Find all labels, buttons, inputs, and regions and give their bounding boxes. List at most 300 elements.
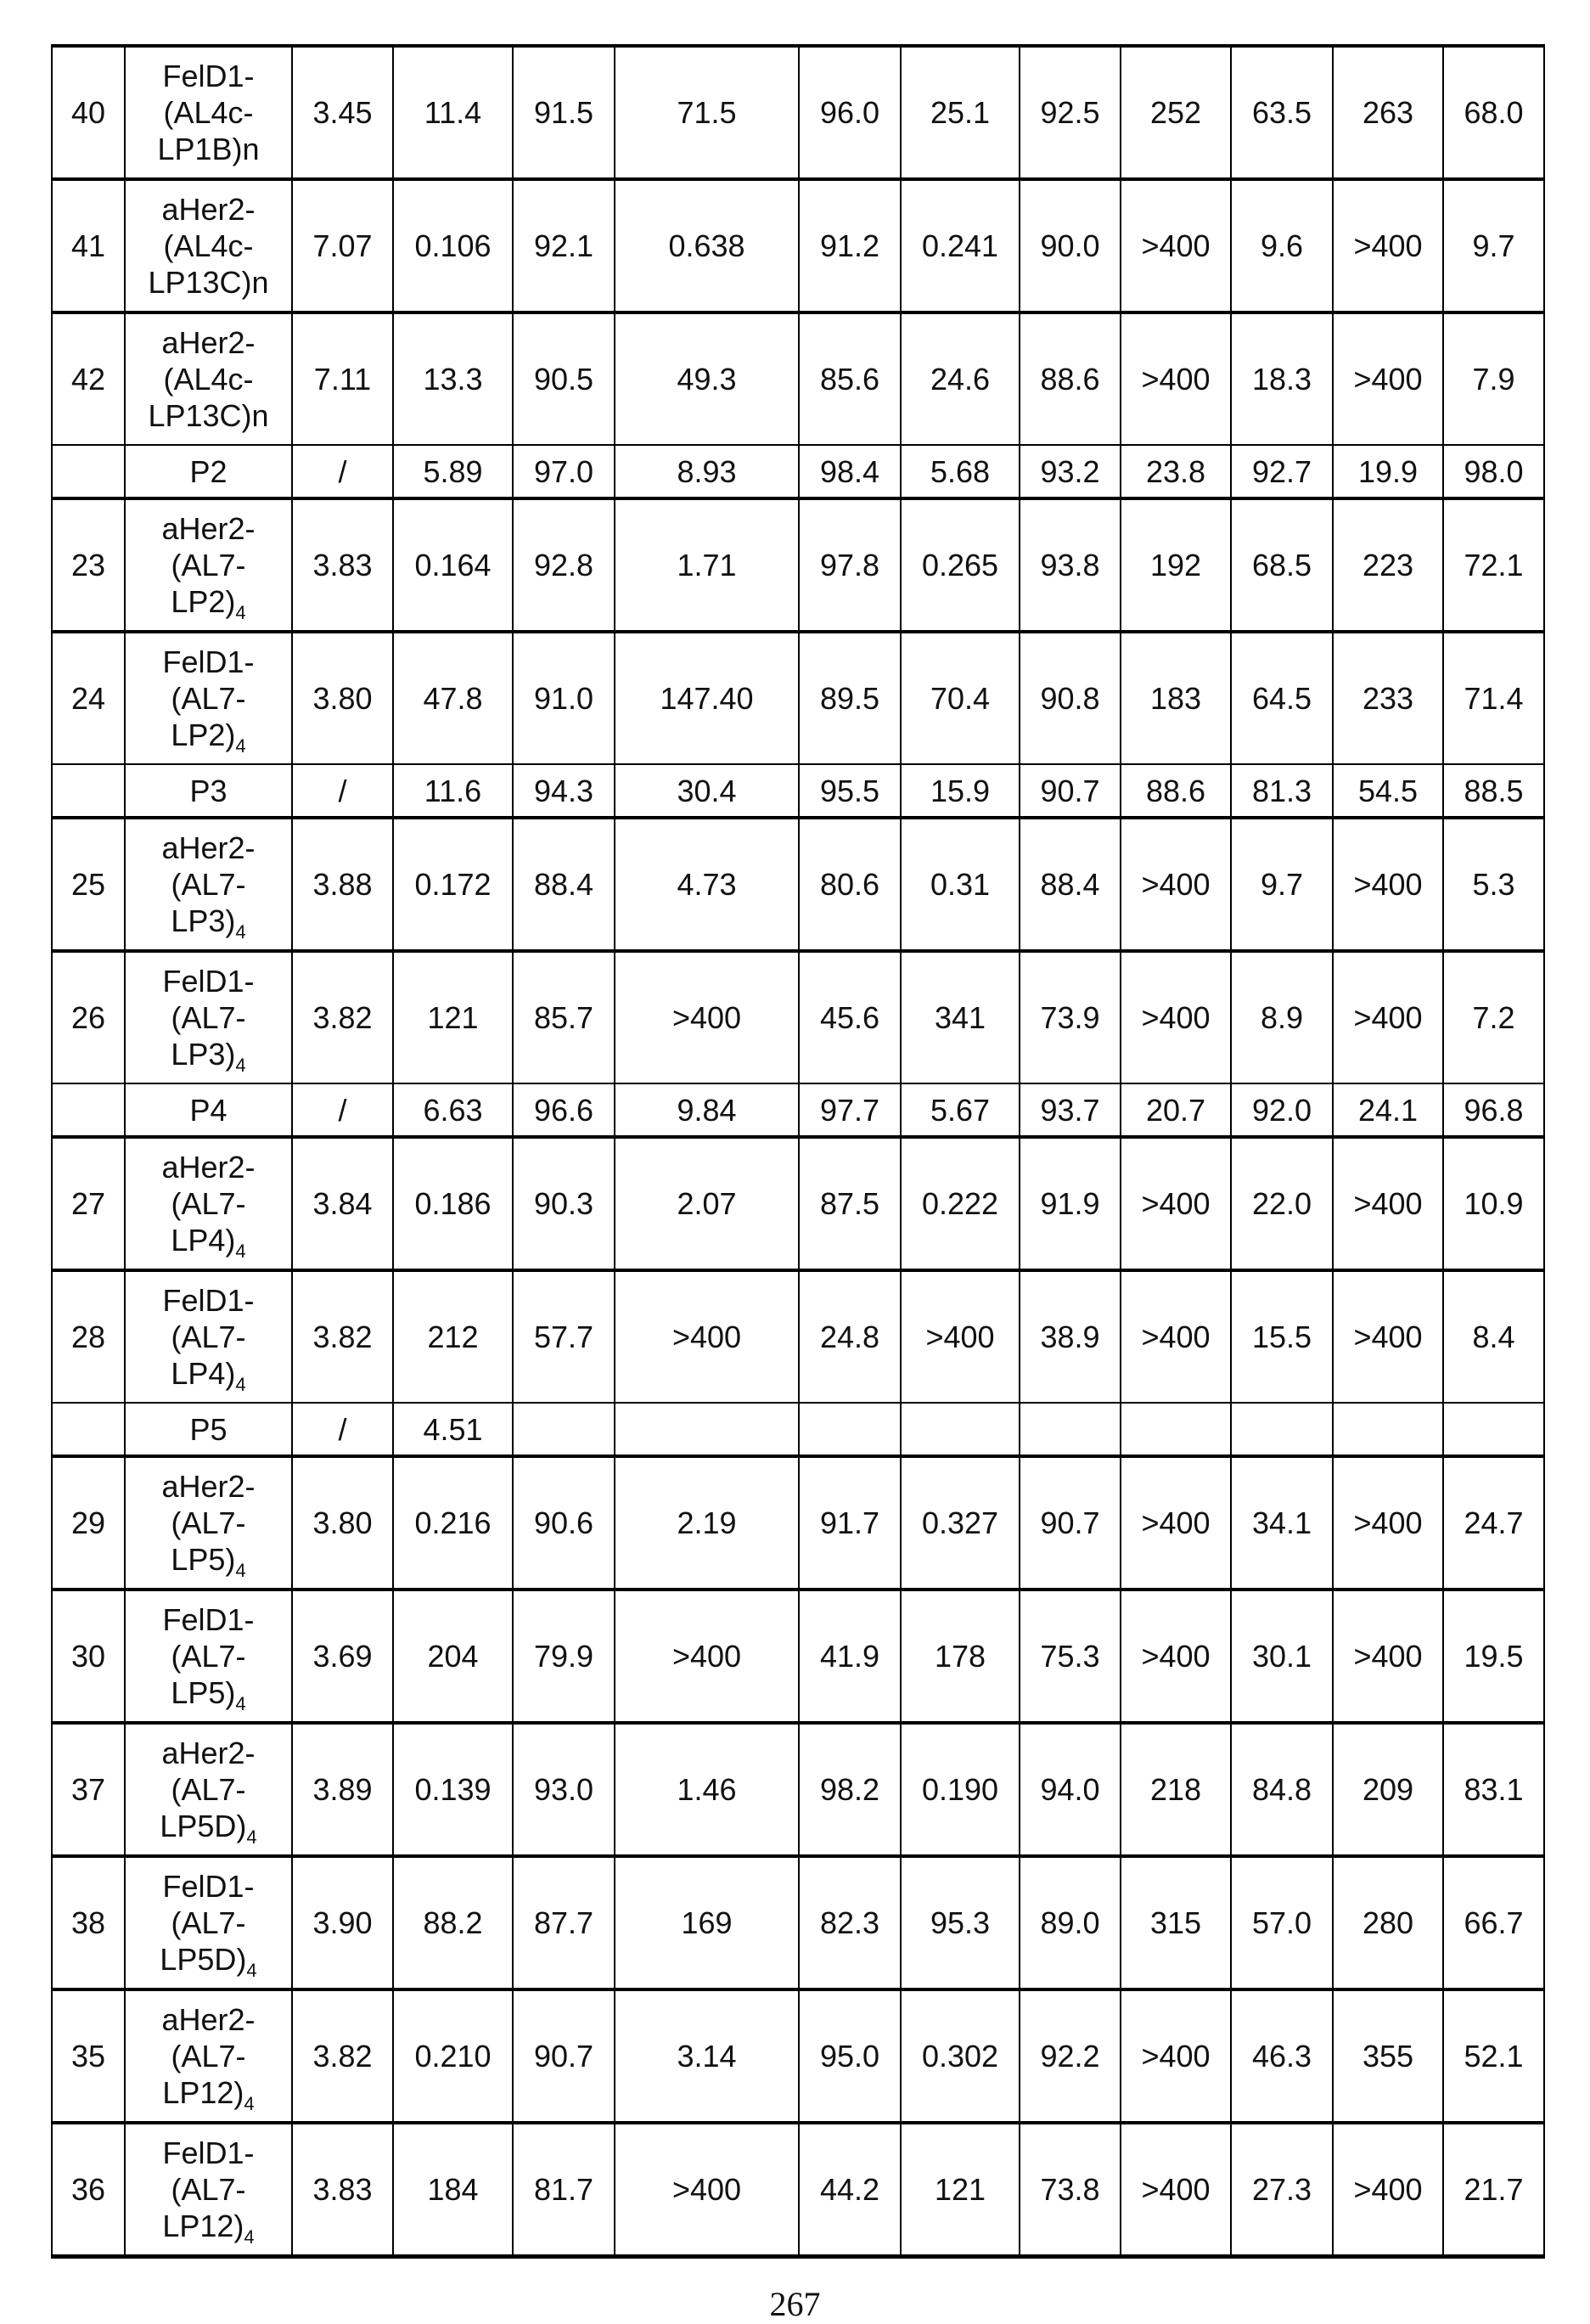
- value-cell: >400: [1121, 1989, 1231, 2123]
- value-cell: 87.5: [799, 1137, 901, 1270]
- table-row: [52, 1989, 1544, 2123]
- value-cell: 91.0: [513, 632, 615, 764]
- compound-name-line: [126, 903, 291, 939]
- value-cell: 96.6: [513, 1083, 615, 1137]
- value-cell: 94.0: [1020, 1723, 1121, 1856]
- value-cell: 3.88: [292, 818, 393, 951]
- value-cell: 7.2: [1443, 951, 1544, 1083]
- data-table: [51, 44, 1545, 2259]
- value-cell: 121: [901, 2123, 1020, 2257]
- value-cell: 4.51: [393, 1403, 513, 1456]
- value-cell: 11.4: [393, 46, 513, 179]
- compound-name-text: aHer2-: [161, 325, 255, 360]
- value-cell: 315: [1121, 1856, 1231, 1989]
- value-cell: >400: [1333, 2123, 1443, 2257]
- value-cell: 9.7: [1443, 179, 1544, 312]
- value-cell: 13.3: [393, 312, 513, 445]
- value-cell: 3.80: [292, 1456, 393, 1590]
- compound-name-line: [126, 547, 291, 583]
- value-cell: [1443, 1403, 1544, 1456]
- compound-name-text: (AL7-: [171, 681, 245, 716]
- value-cell: 95.0: [799, 1989, 901, 2123]
- value-cell: 90.7: [1020, 764, 1121, 818]
- value-cell: 91.5: [513, 46, 615, 179]
- value-cell: 91.9: [1020, 1137, 1121, 1270]
- value-cell: 9.84: [615, 1083, 799, 1137]
- value-cell: 0.210: [393, 1989, 513, 2123]
- value-cell: 88.4: [513, 818, 615, 951]
- value-cell: 0.241: [901, 179, 1020, 312]
- table-row: [52, 1270, 1544, 1403]
- value-cell: 24.1: [1333, 1083, 1443, 1137]
- value-cell: >400: [901, 1270, 1020, 1403]
- value-cell: 5.67: [901, 1083, 1020, 1137]
- table-row: [52, 764, 1544, 818]
- value-cell: 263: [1333, 46, 1443, 179]
- subscript: 4: [235, 1693, 245, 1714]
- value-cell: 27.3: [1231, 2123, 1333, 2257]
- table-row: [52, 818, 1544, 951]
- compound-name-text: (AL7-: [171, 1772, 245, 1807]
- value-cell: 2.19: [615, 1456, 799, 1590]
- value-cell: 1.46: [615, 1723, 799, 1856]
- compound-name-line: [126, 999, 291, 1036]
- compound-name-cell: [125, 1403, 292, 1456]
- value-cell: 3.82: [292, 1270, 393, 1403]
- compound-name-text: aHer2-: [161, 1736, 255, 1770]
- value-cell: 57.7: [513, 1270, 615, 1403]
- value-cell: 94.3: [513, 764, 615, 818]
- value-cell: 22.0: [1231, 1137, 1333, 1270]
- value-cell: 92.8: [513, 498, 615, 632]
- value-cell: 85.7: [513, 951, 615, 1083]
- value-cell: 68.5: [1231, 498, 1333, 632]
- value-cell: 71.4: [1443, 632, 1544, 764]
- value-cell: 93.7: [1020, 1083, 1121, 1137]
- value-cell: [799, 1403, 901, 1456]
- compound-name-line: [126, 1319, 291, 1355]
- value-cell: 9.7: [1231, 818, 1333, 951]
- compound-name-line: [126, 583, 291, 620]
- compound-name-cell: [125, 818, 292, 951]
- value-cell: 57.0: [1231, 1856, 1333, 1989]
- value-cell: 66.7: [1443, 1856, 1544, 1989]
- value-cell: 0.139: [393, 1723, 513, 1856]
- value-cell: 46.3: [1231, 1989, 1333, 2123]
- value-cell: 3.82: [292, 1989, 393, 2123]
- value-cell: [1231, 1403, 1333, 1456]
- value-cell: 184: [393, 2123, 513, 2257]
- value-cell: 0.216: [393, 1456, 513, 1590]
- compound-name-line: [126, 2001, 291, 2038]
- value-cell: 9.6: [1231, 179, 1333, 312]
- compound-name-text: FelD1-: [162, 1602, 254, 1637]
- row-id-cell: 30: [52, 1590, 125, 1723]
- value-cell: 84.8: [1231, 1723, 1333, 1856]
- value-cell: 73.9: [1020, 951, 1121, 1083]
- value-cell: 121: [393, 951, 513, 1083]
- row-id-cell: [52, 445, 125, 498]
- compound-name-cell: [125, 1456, 292, 1590]
- value-cell: 45.6: [799, 951, 901, 1083]
- compound-name-line: [126, 264, 291, 301]
- compound-name-cell: [125, 764, 292, 818]
- value-cell: 5.68: [901, 445, 1020, 498]
- value-cell: 7.9: [1443, 312, 1544, 445]
- value-cell: 92.5: [1020, 46, 1121, 179]
- compound-name-text: (AL4c-: [163, 228, 253, 263]
- compound-name-text: (AL7-: [171, 1186, 245, 1221]
- value-cell: 88.6: [1121, 764, 1231, 818]
- compound-name-text: (AL7-: [171, 1505, 245, 1540]
- value-cell: 81.7: [513, 2123, 615, 2257]
- table-row: [52, 2123, 1544, 2257]
- value-cell: 92.2: [1020, 1989, 1121, 2123]
- compound-name-cell: [125, 1989, 292, 2123]
- value-cell: 88.4: [1020, 818, 1121, 951]
- value-cell: 23.8: [1121, 445, 1231, 498]
- value-cell: 3.83: [292, 498, 393, 632]
- compound-name-text: P3: [189, 774, 227, 808]
- compound-name-cell: [125, 1137, 292, 1270]
- compound-name-text: LP5D): [160, 1809, 246, 1843]
- compound-name-line: [126, 717, 291, 753]
- value-cell: 92.1: [513, 179, 615, 312]
- value-cell: 54.5: [1333, 764, 1443, 818]
- row-id-cell: [52, 1403, 125, 1456]
- compound-name-line: [126, 1149, 291, 1185]
- value-cell: 88.5: [1443, 764, 1544, 818]
- row-id-cell: 42: [52, 312, 125, 445]
- compound-name-text: (AL7-: [171, 2039, 245, 2074]
- compound-name-text: P2: [189, 454, 227, 489]
- value-cell: 1.71: [615, 498, 799, 632]
- value-cell: 3.82: [292, 951, 393, 1083]
- value-cell: 93.8: [1020, 498, 1121, 632]
- value-cell: 49.3: [615, 312, 799, 445]
- value-cell: >400: [1121, 2123, 1231, 2257]
- compound-name-text: aHer2-: [161, 1150, 255, 1185]
- row-id-cell: 36: [52, 2123, 125, 2257]
- compound-name-text: (AL4c-: [163, 362, 253, 397]
- compound-name-text: LP3): [171, 1037, 235, 1072]
- value-cell: >400: [1333, 1590, 1443, 1723]
- value-cell: 3.45: [292, 46, 393, 179]
- value-cell: 73.8: [1020, 2123, 1121, 2257]
- compound-name-text: (AL7-: [171, 548, 245, 582]
- compound-name-text: aHer2-: [161, 192, 255, 227]
- compound-name-cell: [125, 1856, 292, 1989]
- value-cell: 88.6: [1020, 312, 1121, 445]
- value-cell: 0.327: [901, 1456, 1020, 1590]
- compound-name-text: P4: [189, 1093, 227, 1128]
- value-cell: [1020, 1403, 1121, 1456]
- table-row: [52, 1856, 1544, 1989]
- value-cell: 0.172: [393, 818, 513, 951]
- value-cell: 147.40: [615, 632, 799, 764]
- compound-name-cell: [125, 1270, 292, 1403]
- value-cell: 233: [1333, 632, 1443, 764]
- compound-name-line: [126, 1355, 291, 1392]
- compound-name-line: [126, 1941, 291, 1978]
- value-cell: 96.0: [799, 46, 901, 179]
- compound-name-line: [126, 1905, 291, 1941]
- compound-name-text: (AL7-: [171, 2172, 245, 2207]
- compound-name-line: [126, 2171, 291, 2208]
- value-cell: /: [292, 764, 393, 818]
- compound-name-line: [126, 1771, 291, 1808]
- value-cell: >400: [1121, 951, 1231, 1083]
- compound-name-text: FelD1-: [162, 1283, 254, 1318]
- value-cell: [615, 1403, 799, 1456]
- compound-name-cell: [125, 1083, 292, 1137]
- value-cell: 97.8: [799, 498, 901, 632]
- compound-name-line: [126, 1185, 291, 1222]
- value-cell: 71.5: [615, 46, 799, 179]
- compound-name-text: aHer2-: [161, 1469, 255, 1504]
- compound-name-line: [126, 324, 291, 361]
- value-cell: 3.14: [615, 1989, 799, 2123]
- value-cell: 6.63: [393, 1083, 513, 1137]
- value-cell: /: [292, 445, 393, 498]
- value-cell: >400: [1121, 1456, 1231, 1590]
- value-cell: 0.302: [901, 1989, 1020, 2123]
- subscript: 4: [235, 602, 245, 623]
- compound-name-text: LP4): [171, 1223, 235, 1258]
- value-cell: 178: [901, 1590, 1020, 1723]
- value-cell: 355: [1333, 1989, 1443, 2123]
- value-cell: 92.0: [1231, 1083, 1333, 1137]
- compound-name-cell: [125, 46, 292, 179]
- table-row: [52, 1403, 1544, 1456]
- compound-name-line: [126, 228, 291, 264]
- row-id-cell: 35: [52, 1989, 125, 2123]
- subscript: 4: [235, 1374, 245, 1395]
- value-cell: 72.1: [1443, 498, 1544, 632]
- value-cell: 3.90: [292, 1856, 393, 1989]
- compound-name-cell: [125, 179, 292, 312]
- subscript: 4: [246, 1960, 256, 1981]
- row-id-cell: 25: [52, 818, 125, 951]
- subscript: 4: [235, 921, 245, 943]
- compound-name-text: (AL7-: [171, 867, 245, 902]
- value-cell: 20.7: [1121, 1083, 1231, 1137]
- value-cell: 0.164: [393, 498, 513, 632]
- compound-name-text: aHer2-: [161, 2002, 255, 2037]
- value-cell: 18.3: [1231, 312, 1333, 445]
- value-cell: 91.2: [799, 179, 901, 312]
- value-cell: 82.3: [799, 1856, 901, 1989]
- compound-name-line: [126, 1222, 291, 1258]
- value-cell: 209: [1333, 1723, 1443, 1856]
- compound-name-line: [126, 2208, 291, 2244]
- table-row: [52, 312, 1544, 445]
- value-cell: 90.5: [513, 312, 615, 445]
- value-cell: 98.0: [1443, 445, 1544, 498]
- compound-name-line: [126, 1541, 291, 1578]
- value-cell: >400: [1333, 1456, 1443, 1590]
- compound-name-line: [126, 2038, 291, 2074]
- value-cell: 252: [1121, 46, 1231, 179]
- value-cell: 90.3: [513, 1137, 615, 1270]
- value-cell: 3.84: [292, 1137, 393, 1270]
- value-cell: 0.186: [393, 1137, 513, 1270]
- value-cell: >400: [615, 1590, 799, 1723]
- compound-name-line: [126, 1282, 291, 1319]
- compound-name-line: [126, 680, 291, 717]
- value-cell: 0.190: [901, 1723, 1020, 1856]
- value-cell: 5.89: [393, 445, 513, 498]
- compound-name-text: LP13C)n: [148, 265, 268, 300]
- compound-name-text: FelD1-: [162, 2135, 254, 2170]
- value-cell: >400: [1333, 179, 1443, 312]
- value-cell: /: [292, 1403, 393, 1456]
- compound-name-line: [126, 191, 291, 228]
- compound-name-line: [126, 58, 291, 94]
- value-cell: 44.2: [799, 2123, 901, 2257]
- compound-name-line: [126, 830, 291, 866]
- compound-name-text: aHer2-: [161, 830, 255, 865]
- value-cell: >400: [1333, 1270, 1443, 1403]
- value-cell: 96.8: [1443, 1083, 1544, 1137]
- compound-name-text: (AL7-: [171, 1320, 245, 1354]
- compound-name-text: LP12): [162, 2209, 244, 2243]
- compound-name-line: [126, 773, 291, 809]
- value-cell: 90.7: [513, 1989, 615, 2123]
- compound-name-line: [126, 1092, 291, 1128]
- row-id-cell: [52, 1083, 125, 1137]
- compound-name-line: [126, 397, 291, 434]
- table-row: [52, 951, 1544, 1083]
- subscript: 4: [235, 735, 245, 757]
- row-id-cell: 27: [52, 1137, 125, 1270]
- compound-name-text: P5: [189, 1412, 227, 1447]
- value-cell: 30.1: [1231, 1590, 1333, 1723]
- compound-name-text: LP1B)n: [157, 132, 259, 166]
- value-cell: 8.9: [1231, 951, 1333, 1083]
- value-cell: 21.7: [1443, 2123, 1544, 2257]
- compound-name-line: [126, 1808, 291, 1844]
- compound-name-cell: [125, 1723, 292, 1856]
- value-cell: 81.3: [1231, 764, 1333, 818]
- value-cell: 88.2: [393, 1856, 513, 1989]
- compound-name-line: [126, 644, 291, 680]
- value-cell: 89.0: [1020, 1856, 1121, 1989]
- compound-name-line: [126, 2135, 291, 2171]
- value-cell: 19.9: [1333, 445, 1443, 498]
- value-cell: 87.7: [513, 1856, 615, 1989]
- table-row: [52, 1137, 1544, 1270]
- compound-name-cell: [125, 2123, 292, 2257]
- value-cell: 280: [1333, 1856, 1443, 1989]
- value-cell: 24.6: [901, 312, 1020, 445]
- value-cell: 85.6: [799, 312, 901, 445]
- value-cell: 24.8: [799, 1270, 901, 1403]
- compound-name-cell: [125, 498, 292, 632]
- value-cell: /: [292, 1083, 393, 1137]
- row-id-cell: [52, 764, 125, 818]
- value-cell: 52.1: [1443, 1989, 1544, 2123]
- value-cell: 64.5: [1231, 632, 1333, 764]
- value-cell: 0.265: [901, 498, 1020, 632]
- compound-name-line: [126, 510, 291, 547]
- value-cell: 92.7: [1231, 445, 1333, 498]
- compound-name-text: aHer2-: [161, 511, 255, 546]
- value-cell: 75.3: [1020, 1590, 1121, 1723]
- table-row: [52, 1723, 1544, 1856]
- value-cell: 204: [393, 1590, 513, 1723]
- table-row: [52, 46, 1544, 179]
- compound-name-line: [126, 1674, 291, 1711]
- subscript: 4: [235, 1241, 245, 1262]
- value-cell: 93.0: [513, 1723, 615, 1856]
- value-cell: [901, 1403, 1020, 1456]
- value-cell: 90.6: [513, 1456, 615, 1590]
- value-cell: 8.4: [1443, 1270, 1544, 1403]
- compound-name-text: LP4): [171, 1356, 235, 1391]
- value-cell: 212: [393, 1270, 513, 1403]
- compound-name-line: [126, 866, 291, 903]
- value-cell: 30.4: [615, 764, 799, 818]
- value-cell: 90.0: [1020, 179, 1121, 312]
- row-id-cell: 38: [52, 1856, 125, 1989]
- row-id-cell: 29: [52, 1456, 125, 1590]
- table-row: [52, 445, 1544, 498]
- value-cell: 0.106: [393, 179, 513, 312]
- compound-name-cell: [125, 445, 292, 498]
- value-cell: 47.8: [393, 632, 513, 764]
- compound-name-text: (AL4c-: [163, 95, 253, 130]
- compound-name-cell: [125, 312, 292, 445]
- value-cell: 341: [901, 951, 1020, 1083]
- value-cell: 91.7: [799, 1456, 901, 1590]
- subscript: 4: [244, 2093, 254, 2114]
- table-row: [52, 1456, 1544, 1590]
- subscript: 4: [235, 1055, 245, 1076]
- compound-name-line: [126, 1468, 291, 1505]
- row-id-cell: 37: [52, 1723, 125, 1856]
- value-cell: [1121, 1403, 1231, 1456]
- row-id-cell: 24: [52, 632, 125, 764]
- subscript: 4: [244, 2226, 254, 2248]
- compound-name-line: [126, 1505, 291, 1541]
- value-cell: >400: [1121, 312, 1231, 445]
- table-row: [52, 498, 1544, 632]
- value-cell: >400: [615, 951, 799, 1083]
- value-cell: >400: [1121, 818, 1231, 951]
- compound-name-line: [126, 361, 291, 397]
- subscript: 4: [235, 1560, 245, 1581]
- compound-name-text: FelD1-: [162, 644, 254, 679]
- compound-name-line: [126, 94, 291, 131]
- page-number: 267: [0, 2284, 1590, 2324]
- value-cell: 8.93: [615, 445, 799, 498]
- compound-name-text: LP12): [162, 2075, 244, 2110]
- compound-name-text: FelD1-: [162, 1869, 254, 1904]
- row-id-cell: 41: [52, 179, 125, 312]
- compound-name-line: [126, 1601, 291, 1638]
- row-id-cell: 23: [52, 498, 125, 632]
- table-row: [52, 179, 1544, 312]
- value-cell: 25.1: [901, 46, 1020, 179]
- compound-name-text: LP13C)n: [148, 398, 268, 433]
- compound-name-line: [126, 1868, 291, 1905]
- compound-name-text: LP5D): [160, 1942, 246, 1977]
- compound-name-cell: [125, 632, 292, 764]
- value-cell: 15.5: [1231, 1270, 1333, 1403]
- value-cell: 98.4: [799, 445, 901, 498]
- compound-name-line: [126, 1036, 291, 1072]
